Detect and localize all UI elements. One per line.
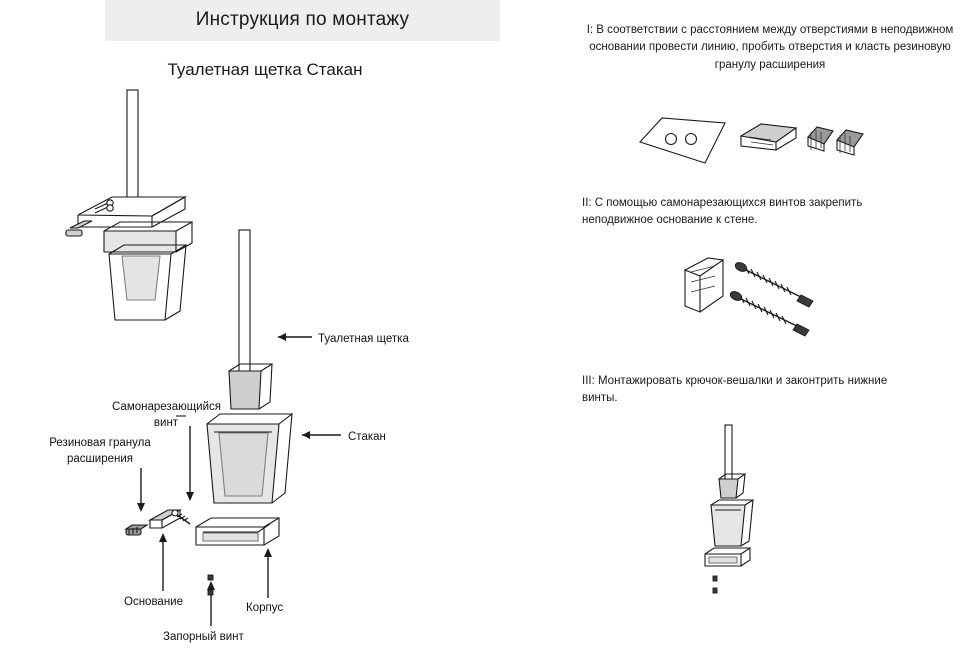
step3-lock-screw-2 [713, 588, 717, 593]
step1-rubber-granule-2 [837, 130, 863, 155]
part-rubber-expansion-granule [126, 525, 147, 535]
step2-self-tapping-screw-2 [729, 290, 809, 336]
arrow-screw-down [186, 426, 194, 501]
step-1-text: I: В соответствии с расстоянием между отверстиями в неподвижном основании провести линию, пробить отверстия и класть резиновую гранулу расширения [586, 24, 954, 71]
assembled-toilet-brush-holder [66, 90, 192, 320]
part-self-tapping-screw-left [172, 510, 190, 524]
step-3-text: III: Монтажировать крючок-вешалки и законтрить нижние винты. [582, 375, 888, 405]
arrow-cup-label [302, 431, 341, 439]
label-base: Основание [124, 596, 183, 608]
label-rubber-granule: Резиновая гранула расширения [49, 437, 151, 465]
label-self-tapping-screw: Самонарезающийся винт [112, 401, 221, 429]
step3-assembled-unit [705, 425, 753, 593]
step1-wall-plate [640, 118, 725, 163]
step3-lock-screw-1 [713, 576, 717, 581]
part-lock-screw-2 [208, 590, 213, 595]
arrow-body-up [264, 548, 272, 598]
arrow-lockscrew-up [207, 581, 215, 626]
arrow-base-up [159, 533, 167, 591]
step1-rubber-granule-1 [808, 127, 833, 151]
label-lock-screw: Запорный винт [163, 631, 244, 643]
step-2-text: II: С помощью самонарезающихся винтов закрепить неподвижное основание к стене. [582, 197, 863, 227]
right-column-diagrams [545, 0, 970, 648]
arrow-brush-label [278, 333, 312, 341]
step2-self-tapping-screw-1 [734, 261, 813, 307]
step1-mounting-bracket [741, 124, 796, 150]
arrow-granule-down [137, 468, 145, 512]
part-lock-screw-1 [208, 575, 213, 580]
product-subtitle: Туалетная щетка Стакан [167, 60, 363, 79]
label-body: Корпус [246, 602, 284, 614]
page-title: Инструкция по монтажу [195, 9, 410, 30]
label-cup: Стакан [348, 431, 386, 443]
step2-mounting-bracket [685, 258, 723, 312]
part-toilet-brush [229, 230, 272, 409]
label-toilet-brush: Туалетная щетка [318, 333, 409, 345]
part-body-frame [196, 518, 279, 545]
